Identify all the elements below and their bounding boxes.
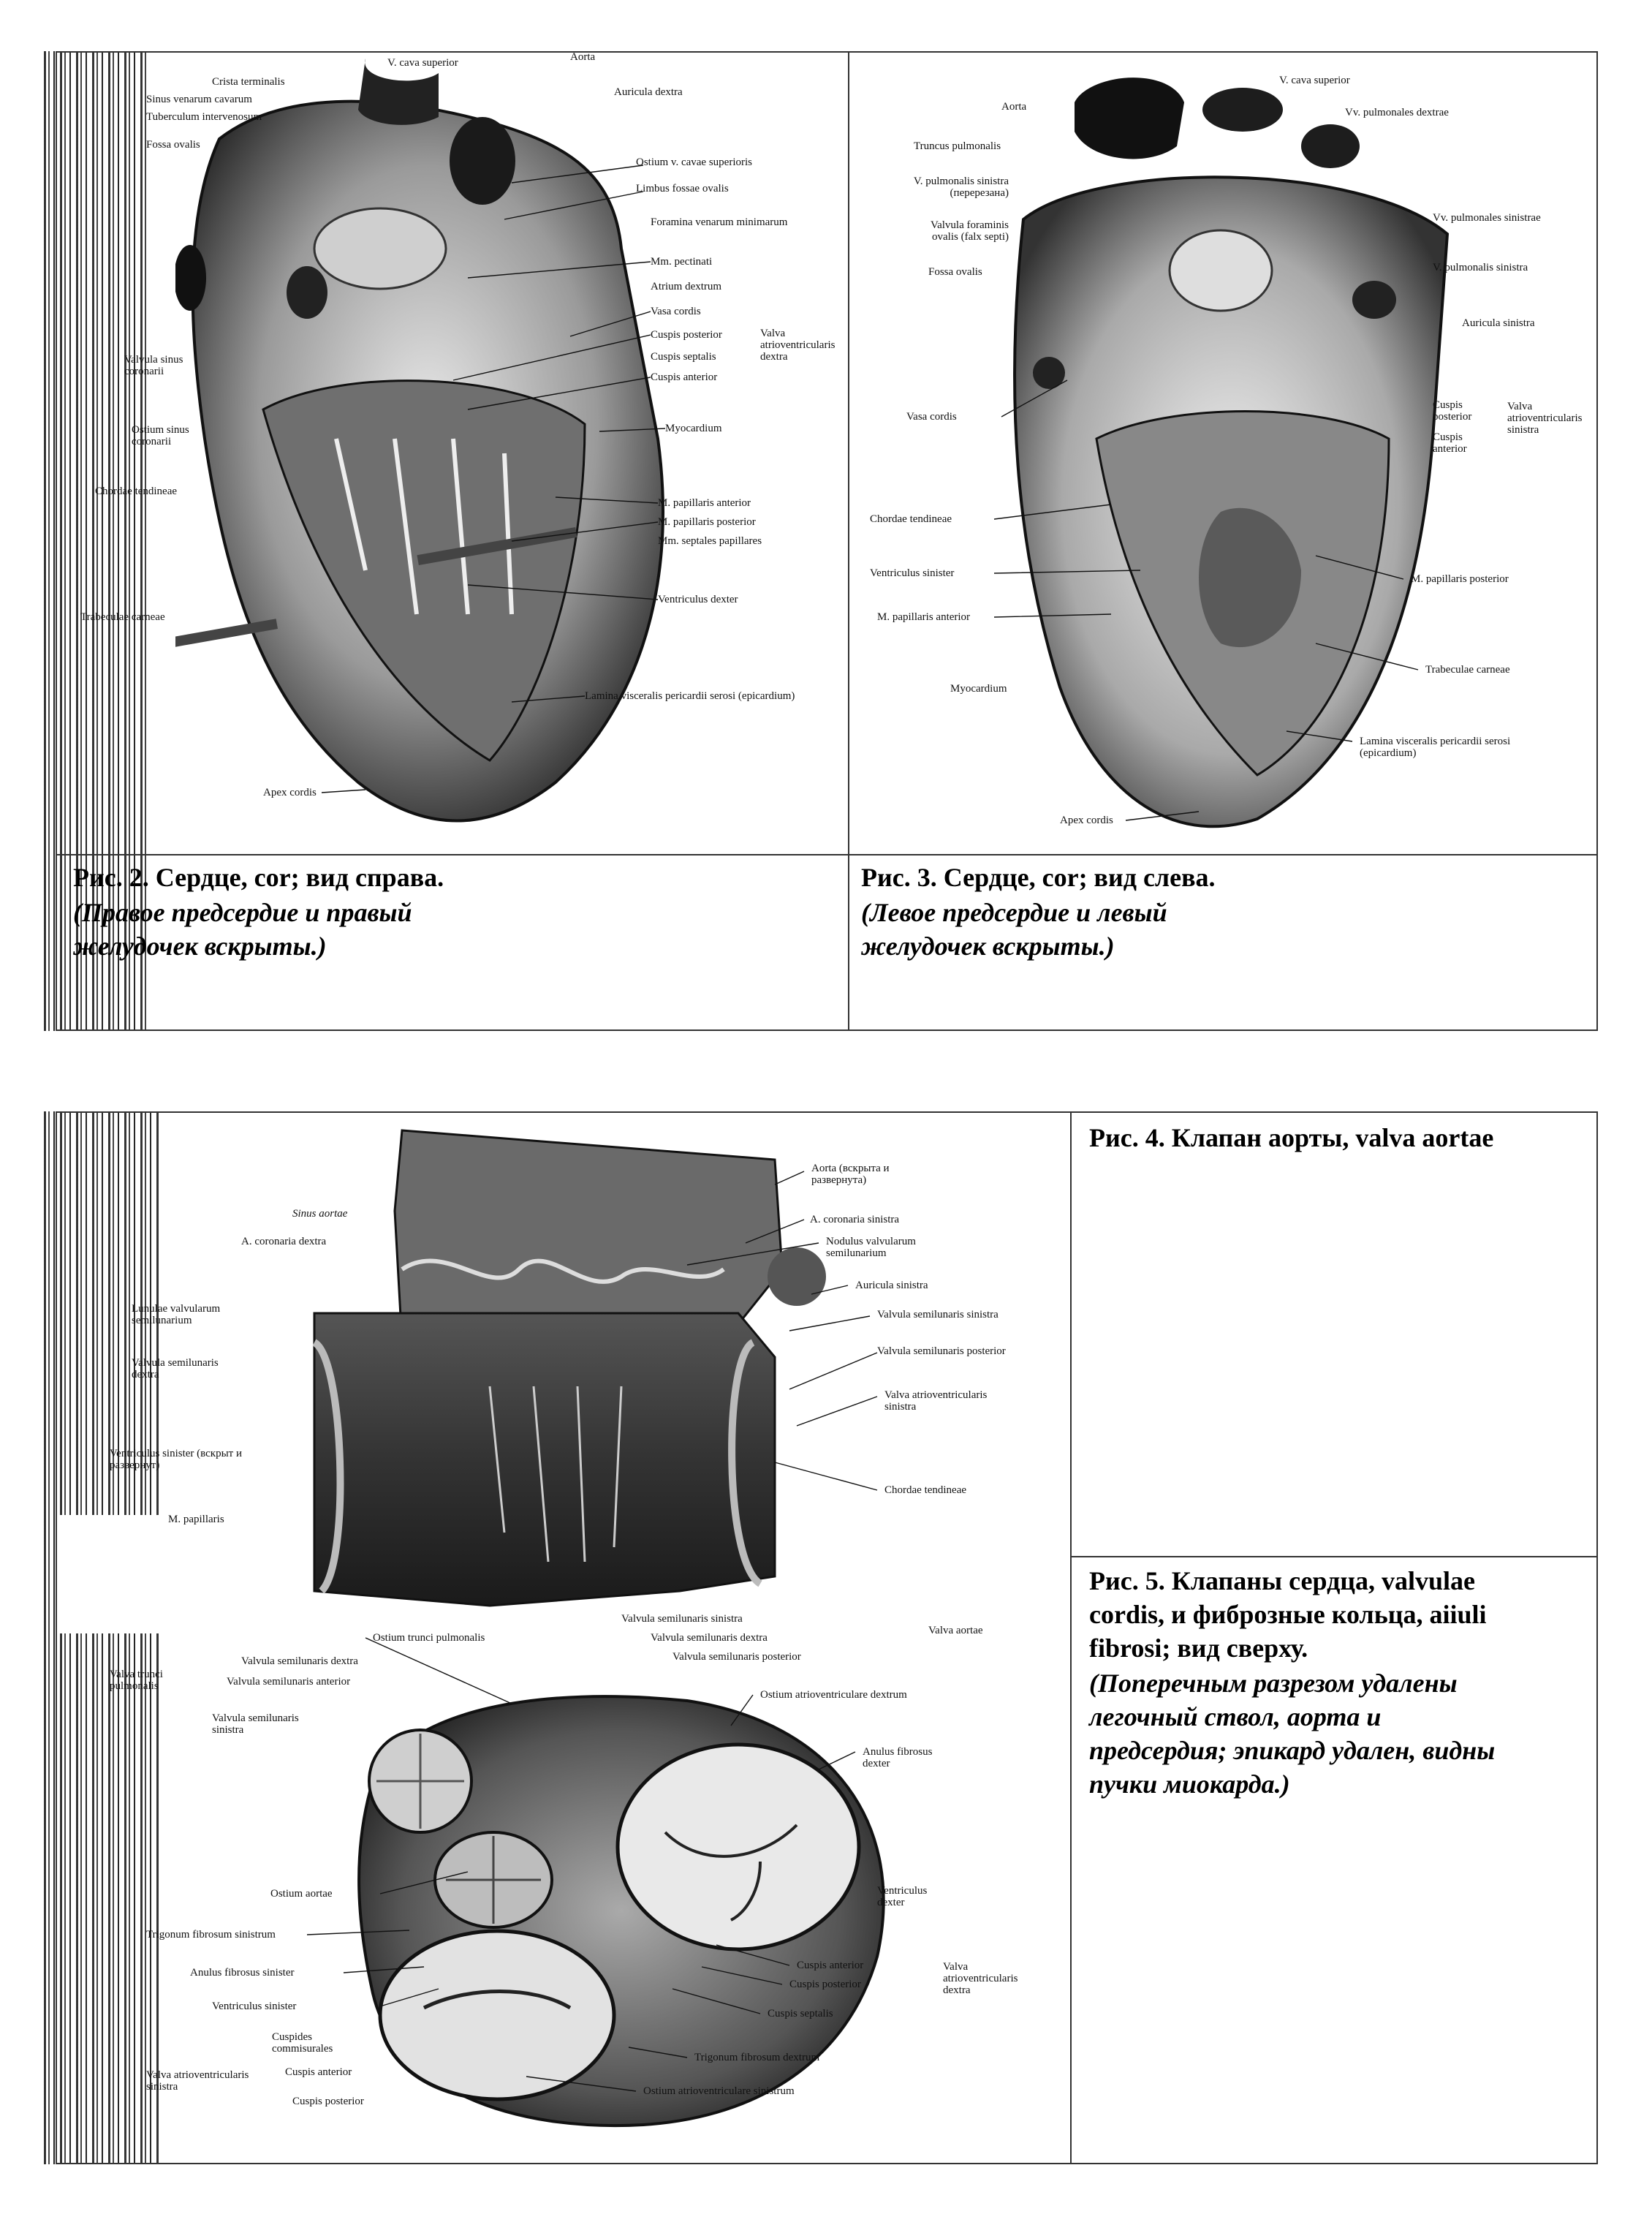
fig3-caption-sub-2: желудочек вскрыты.) — [861, 932, 1115, 961]
fig3-label: M. papillaris posterior — [1411, 573, 1509, 585]
fig3-label: Valva atrioventricularis sinistra — [1507, 401, 1583, 436]
fig5-label: Valva aortae — [928, 1625, 983, 1636]
fig2-label: Valva atrioventricularis dextra — [760, 328, 836, 363]
fig2-label: Cuspis anterior — [651, 371, 718, 383]
fig4-label: Lunulae valvularum semilunarium — [132, 1303, 221, 1326]
fig5-label: Anulus fibrosus sinister — [190, 1967, 295, 1979]
fig3-label: M. papillaris anterior — [877, 611, 971, 623]
fig5-label: Ostium aortae — [270, 1888, 333, 1900]
fig3-label: Chordae tendineae — [870, 513, 952, 525]
fig2-caption-title: Рис. 2. Сердце, cor; вид справа. — [73, 863, 444, 892]
fig4-label: Valvula semilunaris dextra — [132, 1357, 219, 1380]
fig5-label: Trigonum fibrosum sinistrum — [146, 1929, 276, 1941]
fig2-label: V. cava superior — [387, 57, 458, 69]
fig2-label: M. papillaris posterior — [658, 516, 756, 528]
fig5-label: Valvula semilunaris dextra — [241, 1655, 358, 1667]
fig5-caption-title-2: cordis, и фиброзные кольца, aiiuli — [1089, 1600, 1487, 1629]
top-table-divider — [848, 51, 849, 1031]
fig2-label: Crista terminalis — [212, 76, 285, 88]
fig4-label: Valva atrioventricularis sinistra — [884, 1389, 988, 1413]
fig5-label: Ventriculus sinister — [212, 2000, 297, 2012]
fig2-label: Lamina visceralis pericardii serosi (epicardium) — [585, 690, 795, 702]
fig2-label: Ventriculus dexter — [658, 594, 738, 605]
fig2-label: Fossa ovalis — [146, 139, 200, 151]
fig2-label: Myocardium — [665, 423, 722, 434]
fig3-label: V. pulmonalis sinistra (перерезана) — [913, 175, 1009, 199]
fig2-label: Chordae tendineae — [95, 486, 178, 497]
fig2-label: Mm. pectinati — [651, 256, 713, 268]
fig3-label: Lamina visceralis pericardii serosi (epicardium) — [1360, 736, 1511, 759]
fig5-label: Valvula semilunaris sinistra — [212, 1712, 299, 1736]
bottom-table-divider — [1070, 1111, 1072, 2164]
fig4-label: A. coronaria dextra — [241, 1236, 327, 1247]
fig4-label: Ventriculus sinister (вскрыт и развернут) — [110, 1448, 242, 1471]
fig4-label: Chordae tendineae — [884, 1484, 967, 1496]
fig2-label: Atrium dextrum — [651, 281, 722, 292]
fig5-label: Valvula semilunaris posterior — [672, 1651, 801, 1663]
fig5-caption-sub-2: легочный ствол, аорта и — [1089, 1702, 1382, 1731]
fig2-label: Valvula sinus coronarii — [124, 354, 183, 377]
fig3-label: V. cava superior — [1279, 75, 1350, 86]
fig2-illustration — [175, 58, 775, 848]
fig2-label: Ostium sinus coronarii — [132, 424, 189, 447]
fig3-label: Trabeculae carneae — [1425, 664, 1510, 676]
fig2-heart-right-view — [175, 58, 775, 848]
fig4-illustration — [270, 1123, 855, 1635]
fig4-label: A. coronaria sinistra — [810, 1214, 900, 1225]
fig5-label: Trigonum fibrosum dextrum — [694, 2052, 820, 2063]
fig3-label: Truncus pulmonalis — [914, 140, 1001, 152]
fig4-label: Aorta (вскрыта и развернута) — [811, 1163, 890, 1186]
fig2-label: Auricula dextra — [614, 86, 683, 98]
fig4-caption-title: Рис. 4. Клапан аорты, valva aortae — [1089, 1123, 1494, 1152]
fig2-label: Limbus fossae ovalis — [636, 183, 729, 194]
fig2-caption-sub-1: (Правое предсердие и правый — [73, 898, 412, 927]
fig3-label: Aorta — [1001, 101, 1027, 113]
fig3-label: Valvula foraminis ovalis (falx septi) — [930, 219, 1009, 243]
fig5-caption-title-1: Рис. 5. Клапаны сердца, valvulae — [1089, 1566, 1476, 1595]
fig5-caption-sub-3: предсердия; эпикард удален, видны — [1089, 1736, 1496, 1765]
fig2-label: Mm. septales papillares — [658, 535, 762, 547]
fig4-label: Valvula semilunaris sinistra — [877, 1309, 999, 1321]
fig5-label: Valvula semilunaris sinistra — [621, 1613, 743, 1625]
fig2-label: Cuspis septalis — [651, 351, 716, 363]
fig5-label: Ostium trunci pulmonalis — [373, 1632, 485, 1644]
top-table-caption-line — [56, 854, 1598, 855]
fig3-illustration — [980, 58, 1506, 848]
fig4-label: M. papillaris — [168, 1514, 224, 1525]
fig3-label: Cuspis anterior — [1433, 431, 1467, 455]
fig5-label: Valva atrioventricularis dextra — [943, 1961, 1018, 1996]
fig3-label: V. pulmonalis sinistra — [1433, 262, 1528, 273]
fig2-label: Aorta — [570, 51, 596, 63]
fig5-label: Ventriculus dexter — [877, 1885, 928, 1908]
fig5-heart-valves-top-view — [322, 1679, 906, 2132]
fig5-label: Valva atrioventricularis sinistra — [146, 2069, 249, 2093]
fig4-label: Sinus aortae — [292, 1208, 348, 1220]
fig3-label: Ventriculus sinister — [870, 567, 955, 579]
fig5-label: Cuspis septalis — [768, 2008, 833, 2020]
fig5-label: Cuspides commisurales — [272, 2031, 333, 2055]
fig2-label: M. papillaris anterior — [658, 497, 751, 509]
fig2-label: Sinus venarum cavarum — [146, 94, 252, 105]
fig2-label: Ostium v. cavae superioris — [636, 156, 752, 168]
fig5-label: Cuspis posterior — [292, 2096, 364, 2107]
fig3-caption-title: Рис. 3. Сердце, cor; вид слева. — [861, 863, 1216, 892]
fig3-label: Vasa cordis — [906, 411, 957, 423]
fig3-label: Vv. pulmonales dextrae — [1345, 107, 1449, 118]
fig3-label: Auricula sinistra — [1462, 317, 1535, 329]
fig3-label: Fossa ovalis — [928, 266, 982, 278]
fig5-label: Ostium atrioventriculare dextrum — [760, 1689, 907, 1701]
fig4-label: Nodulus valvularum semilunarium — [826, 1236, 916, 1259]
fig5-label: Cuspis anterior — [285, 2066, 352, 2078]
scan-white-patch — [58, 1515, 197, 1633]
fig3-heart-left-view — [980, 58, 1506, 848]
fig2-label: Cuspis posterior — [651, 329, 722, 341]
fig4-label: Auricula sinistra — [855, 1280, 928, 1291]
fig5-label: Valvula semilunaris anterior — [227, 1676, 351, 1688]
fig3-caption-sub-1: (Левое предсердие и левый — [861, 898, 1167, 927]
fig3-label: Apex cordis — [1060, 815, 1113, 826]
fig3-label: Myocardium — [950, 683, 1007, 695]
fig2-label: Trabeculae carneae — [80, 611, 165, 623]
fig5-label: Cuspis posterior — [789, 1979, 861, 1990]
fig5-label: Cuspis anterior — [797, 1960, 864, 1971]
fig4-label: Valvula semilunaris posterior — [877, 1345, 1006, 1357]
fig5-caption-title-3: fibrosi; вид сверху. — [1089, 1633, 1308, 1663]
fig2-label: Foramina venarum minimarum — [651, 216, 788, 228]
bottom-table-right-split — [1070, 1556, 1598, 1557]
fig2-label: Apex cordis — [263, 787, 317, 798]
fig2-label: Vasa cordis — [651, 306, 701, 317]
fig5-label: Ostium atrioventriculare sinistrum — [643, 2085, 795, 2097]
fig5-label: Valvula semilunaris dextra — [651, 1632, 768, 1644]
fig2-label: Tuberculum intervenosum — [146, 111, 262, 123]
fig2-caption-sub-2: желудочек вскрыты.) — [73, 932, 327, 961]
fig5-label: Valva trunci pulmonalis — [110, 1669, 163, 1692]
fig5-caption-sub-4: пучки миокарда.) — [1089, 1769, 1290, 1799]
fig3-label: Cuspis posterior — [1433, 399, 1472, 423]
fig5-caption-sub-1: (Поперечным разрезом удалены — [1089, 1669, 1458, 1698]
fig3-label: Vv. pulmonales sinistrae — [1433, 212, 1541, 224]
fig5-illustration — [322, 1679, 906, 2132]
fig4-aortic-valve — [270, 1123, 855, 1635]
fig5-label: Anulus fibrosus dexter — [863, 1746, 933, 1769]
